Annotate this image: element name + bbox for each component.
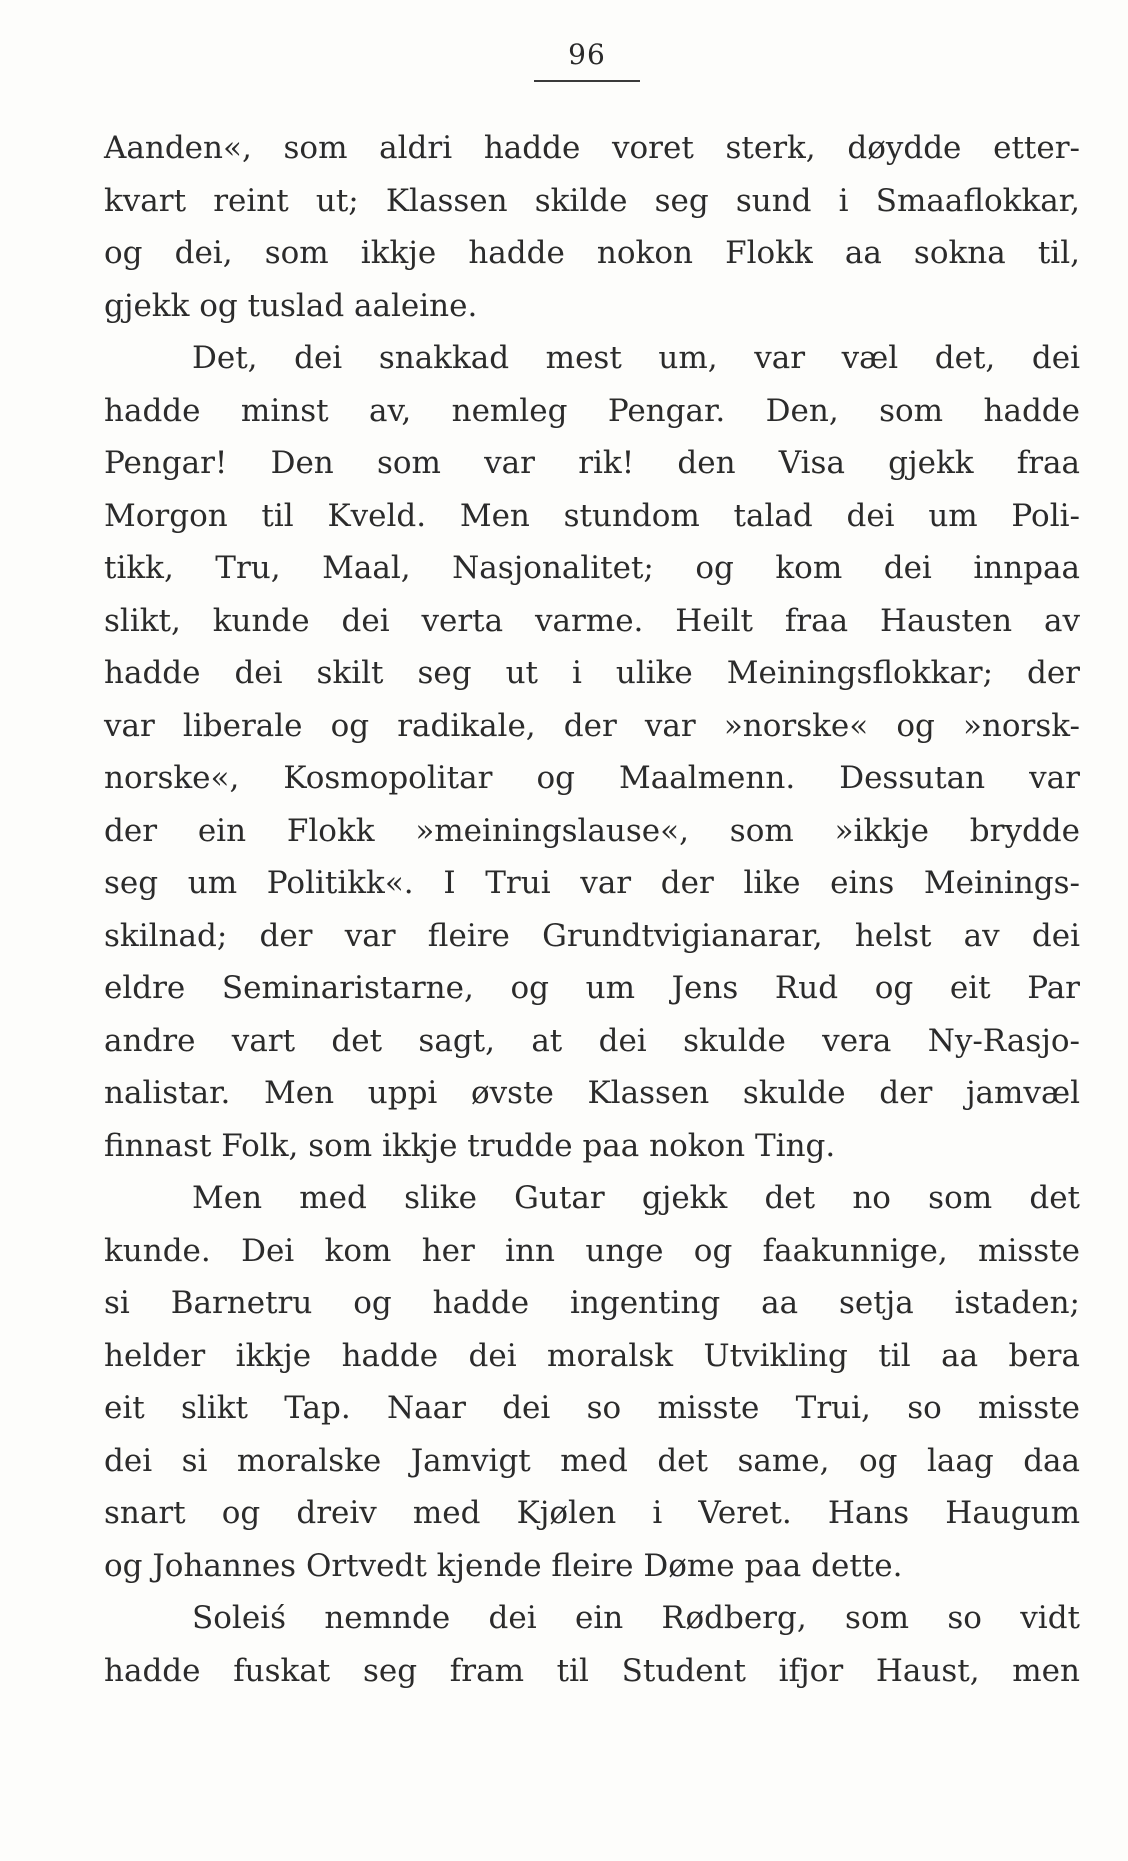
text-line: dei si moralske Jamvigt med det same, og laag daa [104,1442,1080,1479]
text-line: der ein Flokk »meiningslause«, som »ikkje brydde [104,812,1080,849]
text-line: norske«, Kosmopolitar og Maalmenn. Dessutan var [104,760,1080,796]
text-line: helder ikkje hadde dei moralsk Utvikling til aa bera [104,1337,1080,1374]
text-line: si Barnetru og hadde ingenting aa setja istaden; [104,1285,1080,1321]
text-line: gjekk og tuslad aaleine. [104,287,478,324]
text-line: kvart reint ut; Klassen skilde seg sund i Smaaflokkar, [104,182,1080,219]
text-line: eit slikt Tap. Naar dei so misste Trui, so misste [104,1390,1080,1426]
text-line: eldre Seminaristarne, og um Jens Rud og eit Par [104,970,1080,1006]
text-line: var liberale og radikale, der var »norske« og »norsk- [104,707,1080,744]
page-number: 96 [568,38,606,71]
text-line: Det, dei snakkad mest um, var væl det, dei [192,340,1080,376]
text-line: Morgon til Kveld. Men stundom talad dei um Poli- [104,497,1080,534]
text-line: og Johannes Ortvedt kjende fleire Døme paa dette. [104,1547,903,1584]
text-line: tikk, Tru, Maal, Nasjonalitet; og kom dei innpaa [104,550,1080,586]
text-line: hadde dei skilt seg ut i ulike Meiningsflokkar; der [104,655,1080,691]
text-line: kunde. Dei kom her inn unge og faakunnige, misste [104,1232,1080,1269]
text-line: Soleiś nemnde dei ein Rødberg, som so vidt [192,1600,1080,1636]
text-line: snart og dreiv med Kjølen i Veret. Hans Haugum [104,1495,1080,1531]
text-line: nalistar. Men uppi øvste Klassen skulde der jamvæl [104,1075,1080,1111]
text-line: Pengar! Den som var rik! den Visa gjekk fraa [104,445,1080,481]
body-text [104,122,1080,1697]
text-line: hadde minst av, nemleg Pengar. Den, som hadde [104,392,1080,429]
text-line: hadde fuskat seg fram til Student ifjor Haust, men [104,1652,1080,1689]
text-line: seg um Politikk«. I Trui var der like eins Meinings- [104,865,1080,901]
text-line: Men med slike Gutar gjekk det no som det [192,1180,1080,1216]
text-line: skilnad; der var fleire Grundtvigianarar, helst av dei [104,917,1080,954]
text-line: Aanden«, som aldri hadde voret sterk, døydde etter- [104,130,1080,166]
text-line: slikt, kunde dei verta varme. Heilt fraa Hausten av [104,602,1080,639]
text-line: finnast Folk, som ikkje trudde paa nokon Ting. [104,1127,836,1164]
text-line: og dei, som ikkje hadde nokon Flokk aa sokna til, [104,235,1080,271]
text-line: andre vart det sagt, at dei skulde vera Ny-Rasjo- [104,1022,1080,1059]
page-number-rule [534,80,640,82]
